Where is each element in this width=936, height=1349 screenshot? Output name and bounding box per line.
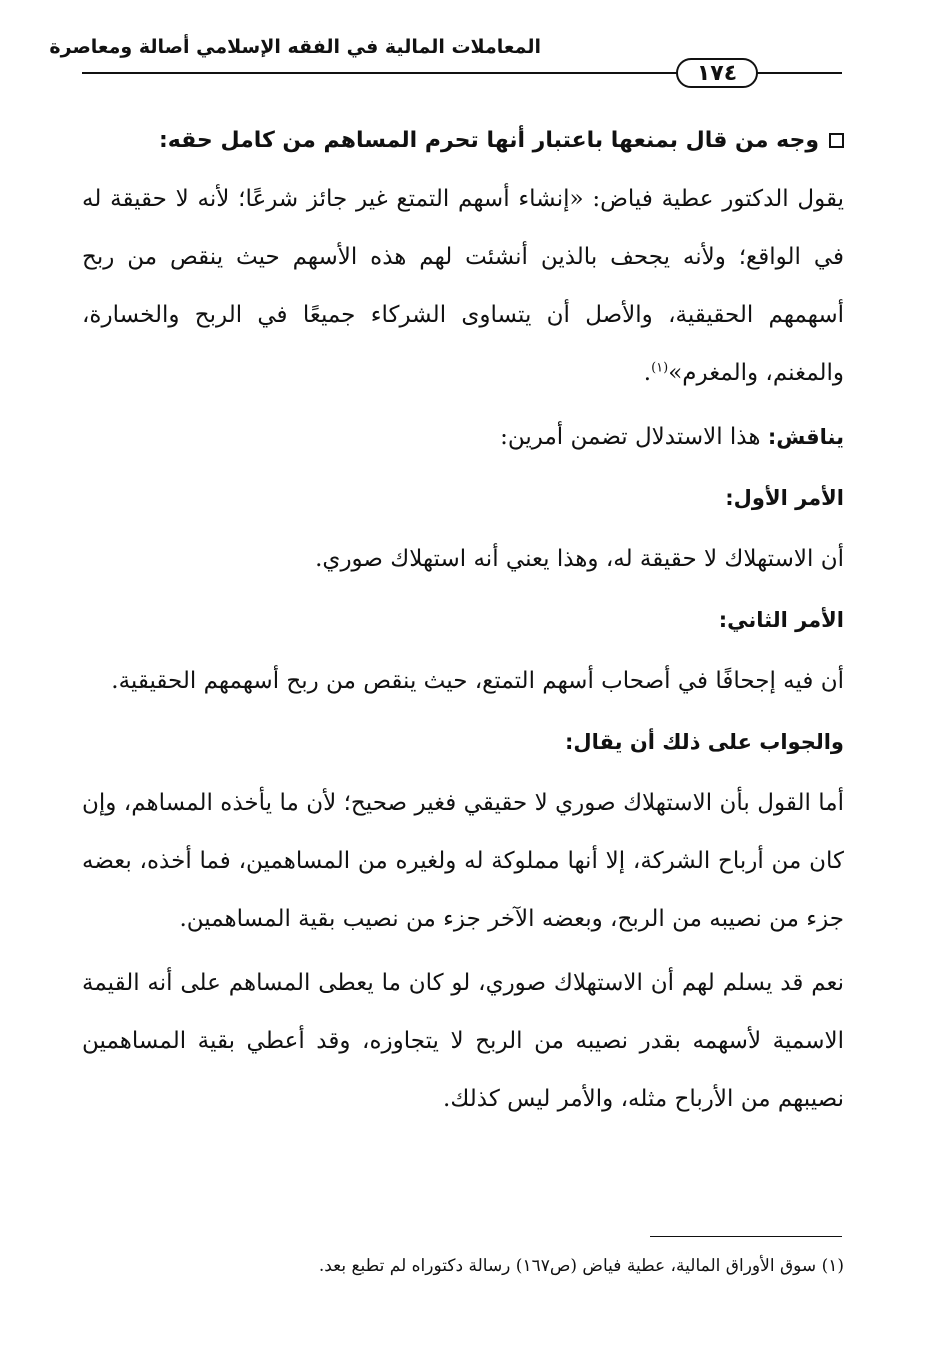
section-heading-text: وجه من قال بمنعها باعتبار أنها تحرم المساهم من كامل حقه: (158, 128, 819, 153)
answer-paragraph-1: أما القول بأن الاستهلاك صوري لا حقيقي فغير صحيح؛ لأن ما يأخذه المساهم، وإن كان من أرباح الشركة، إلا أنها مملوكة له ولغيره من المساهمين، فما أخذه، بعضه جزء من نصيبه من الربح، وبعضه الآخر جزء من نصيب بقية المساهمين. (82, 790, 844, 932)
first-point-text: أن الاستهلاك لا حقيقة له، وهذا يعني أنه استهلاك صوري. (315, 546, 844, 572)
page-number: ١٧٤ (676, 58, 758, 88)
body-text (82, 116, 844, 1128)
quote-end: . (643, 360, 652, 386)
first-point-heading: الأمر الأول: (725, 486, 844, 510)
footnote-text: سوق الأوراق المالية، عطية فياض (ص١٦٧) رسالة دكتوراه لم تطبع بعد. (318, 1256, 817, 1276)
second-point-heading: الأمر الثاني: (718, 608, 844, 632)
footnote-ref: (١) (651, 360, 669, 376)
discussion-line (82, 408, 844, 466)
quote-paragraph-text: يقول الدكتور عطية فياض: «إنشاء أسهم التمتع غير جائز شرعًا؛ لأنه لا حقيقة له في الواقع؛ ولأنه يجحف بالذين أنشئت لهم هذه الأسهم حيث ينقص من ربح أسهمهم الحقيقية، والأصل أن يتساوى الشركاء جميعًا في الربح والخسارة، والمغنم، والمغرم» (82, 186, 844, 386)
footnote-rule (650, 1236, 842, 1237)
discussion-lead: يناقش: (767, 425, 844, 449)
discussion-text: هذا الاستدلال تضمن أمرين: (500, 424, 761, 450)
answer-paragraph-2: نعم قد يسلم لهم أن الاستهلاك صوري، لو كان ما يعطى المساهم على أنه القيمة الاسمية لأسهمه بقدر نصيبه من الربح لا يتجاوزه، وقد أعطي بقية المساهمين نصيبهم من الأرباح مثله، والأمر ليس كذلك. (82, 970, 844, 1112)
second-point-text: أن فيه إجحافًا في أصحاب أسهم التمتع، حيث ينقص من ربح أسهمهم الحقيقية. (111, 668, 844, 694)
answer-heading: والجواب على ذلك أن يقال: (565, 730, 844, 754)
footnote (82, 1252, 844, 1280)
quote-paragraph (82, 170, 844, 402)
running-title: المعاملات المالية في الفقه الإسلامي أصالة ومعاصرة (49, 36, 541, 58)
section-heading (82, 116, 844, 166)
footnote-number: (١) (821, 1256, 844, 1276)
square-bullet-icon (829, 133, 844, 148)
